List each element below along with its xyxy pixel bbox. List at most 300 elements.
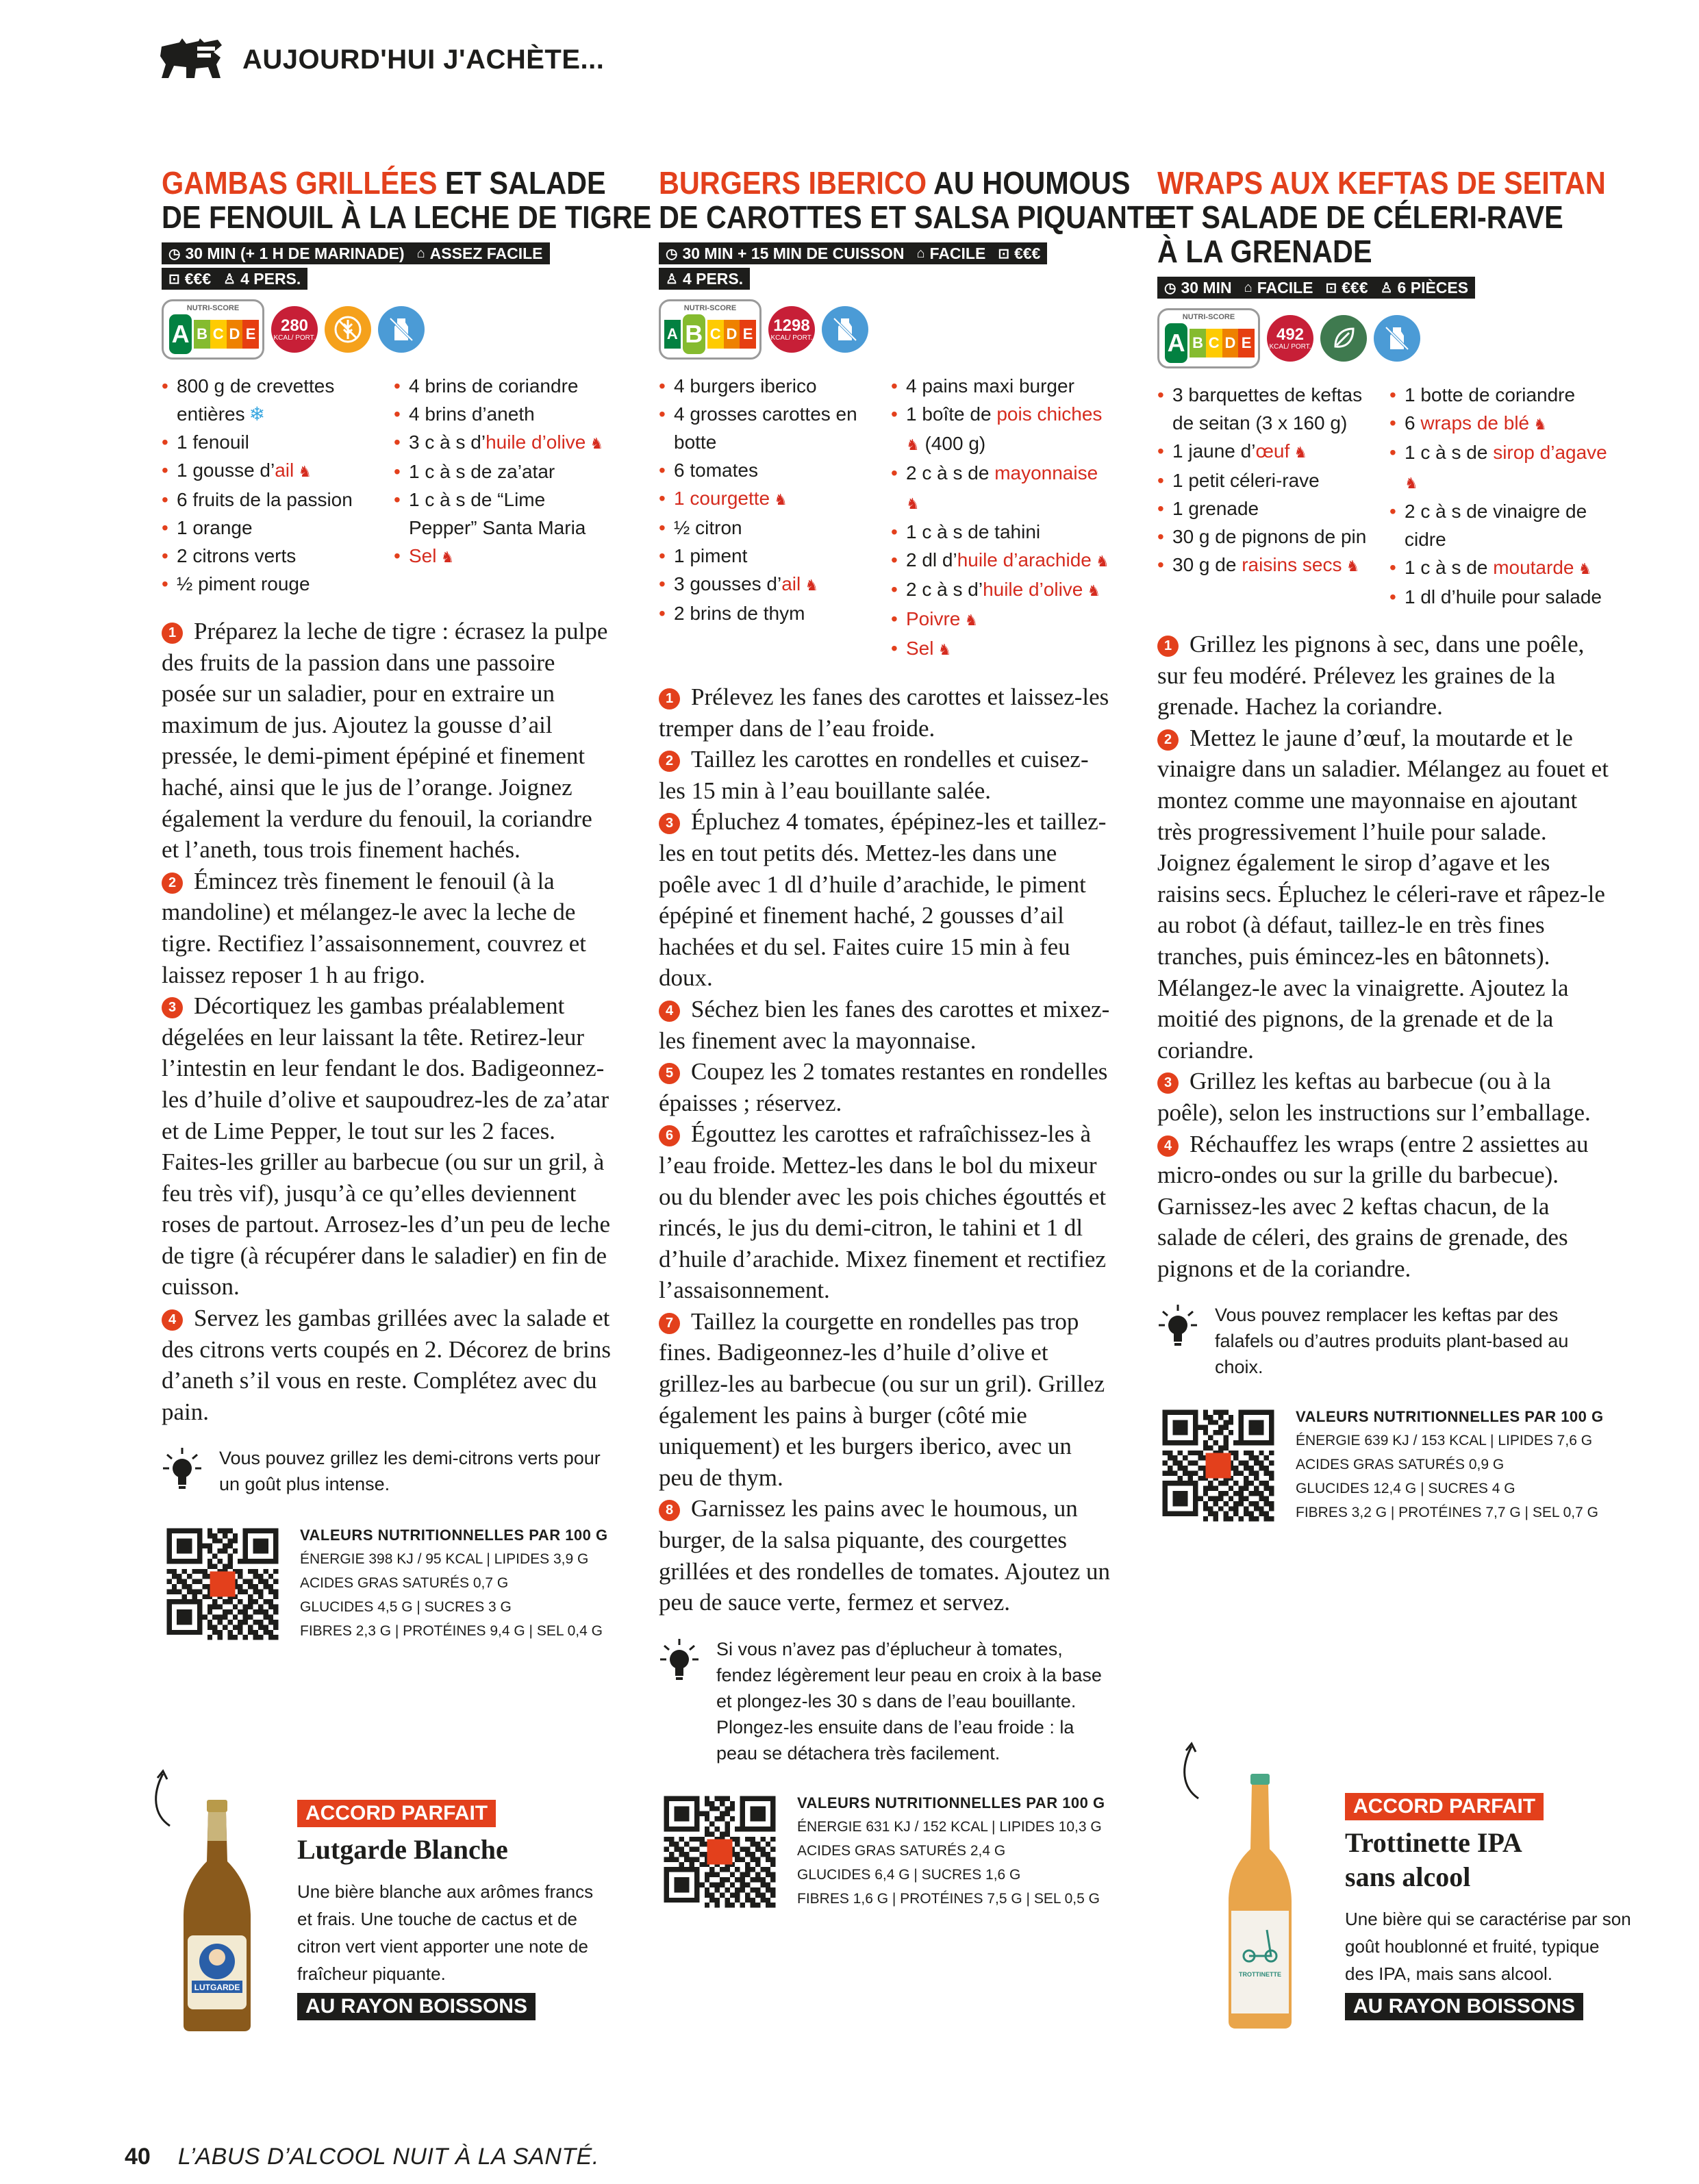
ingredients-left [1157, 381, 1377, 611]
recipe-meta [659, 242, 1111, 290]
ingredient-highlight: Sel [409, 545, 437, 566]
ingredient-text: 1 jaune d’ [1172, 440, 1256, 462]
pairing-name: Lutgarde Blanche [297, 1834, 508, 1865]
step [1157, 629, 1609, 723]
nutrition-box [659, 1791, 1111, 1913]
ingredient-item [659, 372, 879, 400]
ingredient-highlight: 1 courgette [674, 488, 770, 509]
meta-item [1164, 279, 1232, 297]
nutrition-line: ACIDES GRAS SATURÉS 2,4 G [797, 1842, 1006, 1859]
meta-item [1244, 279, 1313, 297]
recipe-badges [659, 299, 1111, 360]
nutri-score-badge [162, 299, 264, 360]
nutrition-box [1157, 1405, 1609, 1527]
chef-hat-icon: ⌂ [916, 245, 925, 261]
ingredient-text: 6 fruits de la passion [177, 489, 353, 510]
step [659, 1056, 1111, 1118]
ingredient-text: 4 brins d’aneth [409, 403, 535, 425]
nutrition-line: ACIDES GRAS SATURÉS 0,9 G [1296, 1457, 1505, 1473]
ingredient-text: 800 g de crevettes entières [177, 375, 335, 425]
nutri-grade-b: B [681, 312, 707, 356]
beer-bottle-image-trottinette [1224, 1774, 1296, 2029]
tip-text: Vous pouvez remplacer les keftas par des falafels ou d’autres produits plant-based au choix. [1215, 1305, 1569, 1378]
step-number: 1 [162, 623, 183, 644]
ingredient-item [1157, 494, 1377, 523]
step [162, 1303, 614, 1427]
rayon-badge: AU RAYON BOISSONS [297, 1993, 536, 2020]
step-text: Égouttez les carottes et rafraîchissez-les à l’eau froide. Mettez-les dans le bol du mixeur ou du blender avec les pois chiches égouttés et rincés, le jus du demi-citron, le tahini et 1 dl d’huile d’arachide. Mixez finement et rectifiez l’assaisonnement. [659, 1120, 1107, 1304]
delhaize-lion-logo-icon [159, 37, 225, 82]
pairing-tag: ACCORD PARFAIT [1345, 1793, 1544, 1820]
persons-icon: ♙ [223, 271, 236, 287]
ingredient-text: (400 g) [919, 433, 986, 454]
ingredient-text: 4 pains maxi burger [906, 375, 1074, 397]
page-footer [125, 2144, 599, 2170]
ingredient-item [1157, 466, 1377, 494]
ingredient-item [891, 459, 1111, 518]
nutri-grade-b: B [1190, 329, 1206, 357]
nutrition-line: FIBRES 1,6 G | PROTÉINES 7,5 G | SEL 0,5 G [797, 1890, 1100, 1907]
nutrition-line: ÉNERGIE 398 KJ / 95 KCAL | LIPIDES 3,9 G [300, 1551, 589, 1568]
pairing-trottinette [1345, 1793, 1633, 2020]
lion-brand-icon: ♞ [1342, 557, 1360, 575]
ingredient-text: 1 c à s de “Lime Pepper” Santa Maria [409, 489, 586, 538]
clock-icon: ◷ [666, 246, 678, 262]
nutri-score-badge [659, 299, 762, 360]
step-text: Épluchez 4 tomates, épépinez-les et taillez-les en tout petits dés. Mettez-les dans une poêle avec 1 dl d’huile d’arachide, le piment épépiné et finement haché, 2 gousses d’ail hachées et du sel. Faites cuire 15 min à feu doux. [659, 808, 1107, 992]
step-text: Coupez les 2 tomates restantes en rondelles épaisses ; réservez. [659, 1058, 1108, 1116]
ingredients [1157, 381, 1609, 611]
meta-item [916, 244, 985, 263]
recipe-title: WRAPS AUX KEFTAS DE SEITAN ET SALADE DE CÉLERI-RAVE À LA GRENADE [1157, 165, 1606, 269]
step-number: 3 [162, 997, 183, 1018]
ingredient-text: 3 barquettes de keftas de seitan (3 x 160 g) [1172, 384, 1363, 434]
step-text: Préparez la leche de tigre : écrasez la pulpe des fruits de la passion dans une passoire posée sur un saladier, pour en extraire un maximum de jus. Ajoutez la gousse d’ail pressée, le demi-piment épépiné et finement haché, ainsi que le jus de l’orange. Joignez également la verdure du fenouil, la coriandre et l’aneth, tous trois finement hachés. [162, 618, 608, 864]
step-number: 7 [659, 1313, 680, 1334]
step [659, 994, 1111, 1056]
ingredient-text: 1 grenade [1172, 498, 1259, 519]
step-text: Émincez très finement le fenouil (à la mandoline) et mélangez-le avec la leche de tigre. Rectifiez l’assaisonnement, couvrez et laissez reposer 1 h au frigo. [162, 867, 587, 988]
recipe-title: GAMBAS GRILLÉES ET SALADE DE FENOUIL À LA LECHE DE TIGRE [162, 165, 652, 235]
step-number: 4 [1157, 1135, 1179, 1157]
step-number: 4 [162, 1309, 183, 1331]
arrow-icon [149, 1767, 177, 1829]
recipe-burgers [659, 165, 1163, 1913]
ingredient-text: 4 burgers iberico [674, 375, 817, 397]
ingredients-left [659, 372, 879, 664]
nutri-grade-b: B [194, 320, 210, 349]
lion-brand-icon: ♞ [1091, 553, 1109, 570]
ingredient-highlight: raisins secs [1242, 554, 1342, 575]
tip-box [162, 1445, 614, 1498]
step [162, 990, 614, 1303]
clock-icon: ◷ [168, 246, 181, 262]
kcal-value: 492 [1276, 325, 1305, 344]
nutri-score-grades [167, 315, 259, 353]
step-number: 2 [659, 751, 680, 772]
chef-hat-icon: ⌂ [1244, 279, 1253, 295]
pairing-description: Une bière qui se caractérise par son goût houblonné et fruité, typique des IPA, mais sans alcool. [1345, 1909, 1631, 1984]
no-gluten-icon [325, 306, 371, 353]
meta-row [162, 242, 550, 264]
meta-row [659, 268, 750, 290]
pairing-name: Trottinette IPA sans alcool [1345, 1827, 1521, 1892]
lightbulb-icon [1157, 1302, 1198, 1355]
ingredient-item [1389, 497, 1609, 553]
nutrition-title: VALEURS NUTRITIONNELLES PAR 100 G [300, 1527, 608, 1544]
ingredient-text: ½ piment rouge [177, 573, 310, 594]
step [659, 806, 1111, 994]
pairing-description: Une bière blanche aux arômes francs et frais. Une touche de cactus et de citron vert vient apporter une note de fraîcheur piquante. [297, 1881, 594, 1984]
ingredient-text: 6 [1405, 412, 1421, 434]
ingredient-text: 2 citrons verts [177, 545, 297, 566]
ingredient-item [1389, 438, 1609, 497]
meta-item [998, 244, 1040, 263]
ingredients [659, 372, 1111, 664]
ingredient-item [162, 456, 381, 486]
step-text: Taillez la courgette en rondelles pas trop fines. Badigeonnez-les d’huile d’olive et grillez-les au barbecue (ou sur un gril). Grillez également les pains à burger (côté mie uniquement) et les burgers iberico, avec un peu de thym. [659, 1307, 1105, 1491]
ingredient-text: 1 gousse d’ [177, 460, 275, 481]
lion-brand-icon: ♞ [1574, 560, 1592, 577]
ingredients [162, 372, 614, 598]
meta-text: 4 PERS. [682, 269, 744, 288]
recipe-badges [162, 299, 614, 360]
kcal-badge [768, 306, 815, 353]
step-text: Réchauffez les wraps (entre 2 assiettes au micro-ondes ou sur la grille du barbecue). Garnissez-les avec 2 keftas chacun, de la salade de céleri, des grains de grenade, des pignons et de la coriandre. [1157, 1130, 1589, 1282]
svg-text:LUTGARDE: LUTGARDE [194, 1983, 240, 1992]
ingredients-right [891, 372, 1111, 664]
step-text: Garnissez les pains avec le houmous, un burger, de la salsa piquante, des courgettes grillées et des rondelles de tomates. Ajoutez un peu de sauce verte, fermez et servez. [659, 1495, 1110, 1616]
lion-brand-icon: ♞ [960, 612, 979, 629]
ingredient-text: 2 c à s de vinaigre de cidre [1405, 501, 1587, 550]
ingredient-text: 1 petit céleri-rave [1172, 470, 1320, 491]
step [659, 1493, 1111, 1618]
meta-text: €€€ [184, 269, 212, 288]
kcal-value: 1298 [773, 316, 810, 335]
chef-hat-icon: ⌂ [416, 245, 425, 261]
price-icon: ⊡ [998, 246, 1010, 262]
step [1157, 1129, 1609, 1285]
ingredient-item [891, 372, 1111, 400]
nutrition-line: ACIDES GRAS SATURÉS 0,7 G [300, 1575, 509, 1592]
meta-item [223, 270, 301, 288]
ingredient-highlight: Sel [906, 638, 934, 659]
meta-text: FACILE [1257, 278, 1313, 297]
ingredient-text: 2 c à s d’ [906, 579, 983, 600]
step-text: Grillez les keftas au barbecue (ou à la poêle), selon les instructions sur l’emballage. [1157, 1068, 1591, 1126]
ingredient-text: ½ citron [674, 517, 742, 538]
ingredient-item [1389, 583, 1609, 611]
ingredient-item [394, 457, 614, 486]
ingredient-highlight: Poivre [906, 608, 961, 629]
tip-box [659, 1636, 1111, 1766]
ingredient-item [162, 570, 381, 598]
persons-icon: ♙ [666, 271, 678, 287]
no-lactose-icon [1374, 315, 1420, 362]
meta-item [666, 244, 904, 263]
lion-brand-icon: ♞ [801, 577, 819, 594]
lion-brand-icon: ♞ [436, 549, 455, 566]
ingredient-highlight: ail [275, 460, 294, 481]
step-number: 2 [1157, 729, 1179, 751]
step-text: Servez les gambas grillées avec la salade et des citrons verts coupés en 2. Décorez de brins d’aneth s’il vous en reste. Complétez avec du pain. [162, 1305, 612, 1425]
meta-text: 30 MIN + 15 MIN DE CUISSON [682, 244, 905, 262]
clock-icon: ◷ [1164, 280, 1176, 296]
nutrition-title: VALEURS NUTRITIONNELLES PAR 100 G [1296, 1408, 1604, 1426]
nutri-grade-c: C [210, 320, 227, 349]
ingredient-item [1157, 437, 1377, 466]
no-lactose-icon [378, 306, 425, 353]
ingredient-item [1157, 381, 1377, 437]
nutri-score-grades [664, 315, 756, 353]
ingredient-text: 2 dl d’ [906, 549, 957, 570]
ingredient-item [394, 542, 614, 571]
kcal-unit: KCAL/ PORT. [770, 334, 813, 342]
lightbulb-icon [162, 1445, 203, 1498]
tip-text: Si vous n’avez pas d’éplucheur à tomates, fendez légèrement leur peau en croix à la base et plongez-les 30 s dans de l’eau bouillante. Plongez-les ensuite dans de l’eau froide : la peau se détachera très facilement. [716, 1638, 1102, 1763]
recipe-meta [1157, 277, 1609, 299]
ingredient-item [162, 486, 381, 514]
lion-brand-icon: ♞ [1083, 582, 1101, 599]
nutrition-line: GLUCIDES 4,5 G | SUCRES 3 G [300, 1599, 512, 1616]
step [659, 681, 1111, 744]
ingredient-text: 1 c à s de tahini [906, 521, 1041, 542]
ingredients-right [1389, 381, 1609, 611]
kcal-badge [1267, 315, 1313, 362]
recipe-wraps [1157, 166, 1609, 1527]
nutri-grade-e: E [740, 320, 756, 349]
step-number: 1 [1157, 636, 1179, 657]
nutrition-line: FIBRES 2,3 G | PROTÉINES 9,4 G | SEL 0,4 G [300, 1623, 603, 1640]
qr-code [1157, 1405, 1279, 1527]
ingredient-item [659, 599, 879, 627]
rayon-badge: AU RAYON BOISSONS [1345, 1993, 1583, 2020]
ingredient-item [394, 486, 614, 542]
nutrition-values [797, 1791, 1105, 1911]
step-number: 3 [659, 813, 680, 834]
lion-brand-icon: ♞ [770, 491, 788, 508]
beer-bottle-image-lutgarde [179, 1800, 255, 2031]
step-number: 3 [1157, 1072, 1179, 1094]
meta-text: ASSEZ FACILE [429, 244, 543, 262]
ingredient-text: 2 brins de thym [674, 603, 805, 624]
ingredient-item [394, 372, 614, 400]
ingredient-item [1389, 381, 1609, 409]
ingredient-highlight: huile d’olive [983, 579, 1083, 600]
kcal-badge [271, 306, 318, 353]
meta-text: 4 PERS. [240, 269, 301, 288]
ingredient-text: 1 fenouil [177, 431, 249, 453]
price-icon: ⊡ [168, 271, 180, 287]
step-number: 2 [162, 873, 183, 894]
nutri-grade-c: C [1206, 329, 1222, 357]
ingredient-text: 1 c à s de za’atar [409, 461, 555, 482]
svg-text:TROTTINETTE: TROTTINETTE [1239, 1971, 1281, 1978]
ingredient-highlight: sirop d’agave [1493, 442, 1607, 463]
ingredient-text: 3 gousses d’ [674, 573, 782, 594]
meta-item [168, 270, 211, 288]
nutrition-title: VALEURS NUTRITIONNELLES PAR 100 G [797, 1794, 1105, 1811]
ingredient-item [659, 484, 879, 514]
recipe-meta [162, 242, 614, 290]
nutri-grade-e: E [1238, 329, 1255, 357]
ingredient-item [162, 372, 381, 428]
meta-text: €€€ [1014, 244, 1041, 262]
step-text: Taillez les carottes en rondelles et cuisez-les 15 min à l’eau bouillante salée. [659, 746, 1089, 804]
step-text: Grillez les pignons à sec, dans une poêle, sur feu modéré. Prélevez les graines de la grenade. Hachez la coriandre. [1157, 631, 1585, 720]
lion-brand-icon: ♞ [1405, 475, 1418, 492]
step-number: 5 [659, 1063, 680, 1084]
kcal-unit: KCAL/ PORT. [1269, 342, 1311, 351]
nutri-grade-a: A [1163, 321, 1190, 365]
step-text: Séchez bien les fanes des carottes et mixez-les finement avec la mayonnaise. [659, 995, 1110, 1054]
step [162, 866, 614, 990]
step [1157, 723, 1609, 1066]
ingredient-item [1389, 553, 1609, 583]
ingredient-highlight: moutarde [1493, 557, 1574, 578]
page-number: 40 [125, 2144, 151, 2170]
ingredient-text: 3 c à s d’ [409, 431, 486, 453]
alcohol-warning: L’ABUS D’ALCOOL NUIT À LA SANTÉ. [177, 2144, 599, 2170]
lion-brand-icon: ♞ [933, 641, 952, 658]
lion-brand-icon: ♞ [294, 463, 312, 480]
nutrition-box [162, 1523, 614, 1645]
qr-code [659, 1791, 781, 1913]
ingredient-highlight: huile d’arachide [957, 549, 1092, 570]
ingredient-text: 30 g de pignons de pin [1172, 526, 1367, 547]
nutri-grade-a: A [664, 320, 681, 349]
nutrition-line: ÉNERGIE 631 KJ / 152 KCAL | LIPIDES 10,3 G [797, 1818, 1102, 1835]
ingredient-text: 1 piment [674, 545, 748, 566]
ingredient-text: 1 dl d’huile pour salade [1405, 586, 1602, 607]
step-number: 1 [659, 688, 680, 710]
ingredient-item [891, 605, 1111, 634]
ingredient-text: 1 botte de coriandre [1405, 384, 1576, 405]
nutrition-line: ÉNERGIE 639 KJ / 153 KCAL | LIPIDES 7,6 G [1296, 1433, 1593, 1449]
arrow-icon [1178, 1740, 1205, 1801]
ingredient-text: 1 c à s de [1405, 557, 1494, 578]
nutri-score-label: NUTRI-SCORE [1182, 313, 1235, 321]
ingredient-item [162, 514, 381, 542]
step [659, 1118, 1111, 1306]
ingredient-item [162, 542, 381, 570]
lion-brand-icon: ♞ [586, 435, 604, 452]
lion-brand-icon: ♞ [1529, 416, 1547, 433]
meta-text: FACILE [929, 244, 986, 262]
ingredient-item [891, 575, 1111, 605]
ingredient-item [659, 542, 879, 570]
ingredients-right [394, 372, 614, 598]
nutri-grade-c: C [707, 320, 724, 349]
ingredient-highlight: mayonnaise [994, 462, 1098, 484]
step-text: Prélevez les fanes des carottes et laissez-les tremper dans de l’eau froide. [659, 683, 1109, 742]
nutrition-values [1296, 1405, 1604, 1524]
meta-text: €€€ [1342, 278, 1368, 297]
lion-brand-icon: ♞ [906, 495, 920, 512]
step-number: 8 [659, 1500, 680, 1521]
nutri-score-grades [1163, 324, 1255, 362]
nutrition-line: GLUCIDES 12,4 G | SUCRES 4 G [1296, 1481, 1515, 1497]
ingredient-item [659, 514, 879, 542]
recipe-steps [659, 681, 1111, 1618]
nutrition-values [300, 1523, 608, 1643]
page-title: AUJOURD'HUI J'ACHÈTE... [242, 44, 605, 75]
recipe-steps [1157, 629, 1609, 1284]
ingredient-text: 2 c à s de [906, 462, 995, 484]
ingredient-item [659, 456, 879, 484]
kcal-value: 280 [280, 316, 309, 335]
ingredient-item [659, 400, 879, 456]
nutri-score-label: NUTRI-SCORE [186, 304, 240, 312]
pairing-tag: ACCORD PARFAIT [297, 1800, 496, 1827]
nutri-grade-d: D [1222, 329, 1239, 357]
meta-text: 30 MIN [1181, 278, 1232, 297]
meta-row [659, 242, 1047, 264]
ingredient-item [891, 518, 1111, 546]
price-icon: ⊡ [1325, 280, 1337, 296]
ingredient-text: 1 boîte de [906, 403, 997, 425]
recipe-title: BURGERS IBERICO AU HOUMOUS DE CAROTTES ET SALSA PIQUANTE [659, 165, 1163, 235]
ingredient-highlight: huile d’olive [486, 431, 586, 453]
meta-text: 6 PIÈCES [1397, 278, 1469, 297]
tip-text: Vous pouvez grillez les demi-citrons verts pour un goût plus intense. [219, 1448, 601, 1495]
qr-code [162, 1523, 284, 1645]
recipe-badges [1157, 308, 1609, 368]
snowflake-icon: ❄ [249, 403, 266, 425]
step-number: 4 [659, 1001, 680, 1022]
tip-box [1157, 1302, 1609, 1380]
ingredient-highlight: œuf [1255, 440, 1290, 462]
ingredient-text: 1 orange [177, 517, 253, 538]
nutri-grade-d: D [724, 320, 740, 349]
lion-brand-icon: ♞ [1289, 444, 1308, 461]
ingredient-highlight: pois chiches [996, 403, 1103, 425]
nutri-score-badge [1157, 308, 1260, 368]
meta-item [666, 270, 743, 288]
step [659, 1306, 1111, 1494]
no-lactose-icon [822, 306, 868, 353]
step-number: 6 [659, 1125, 680, 1146]
meta-item [1381, 279, 1468, 297]
nutri-grade-e: E [242, 320, 259, 349]
ingredient-item [891, 634, 1111, 664]
ingredient-text: 4 brins de coriandre [409, 375, 579, 397]
ingredient-text: 6 tomates [674, 460, 758, 481]
meta-row [162, 268, 307, 290]
step [162, 616, 614, 866]
ingredient-text: 30 g de [1172, 554, 1242, 575]
pairing-lutgarde [297, 1800, 599, 2020]
meta-item [1325, 279, 1368, 297]
ingredients-left [162, 372, 381, 598]
nutri-score-label: NUTRI-SCORE [683, 304, 737, 312]
nutrition-line: FIBRES 3,2 G | PROTÉINES 7,7 G | SEL 0,7 G [1296, 1505, 1598, 1521]
ingredient-text: 4 grosses carottes en botte [674, 403, 857, 453]
nutrition-line: GLUCIDES 6,4 G | SUCRES 1,6 G [797, 1866, 1021, 1883]
ingredient-item [1389, 409, 1609, 438]
ingredient-item [394, 428, 614, 457]
lightbulb-icon [659, 1636, 700, 1690]
meta-item [168, 244, 405, 263]
step [1157, 1066, 1609, 1128]
persons-icon: ♙ [1380, 280, 1393, 296]
step-text: Mettez le jaune d’œuf, la moutarde et le vinaigre dans un saladier. Mélangez au fouet et montez comme une mayonnaise en ajoutant très progressivement l’huile pour salade. Joignez également le sirop d’agave et les raisins secs. Épluchez le céleri-rave et râpez-le au robot (à défaut, taillez-le en très fines tranches, puis émincez-les en bâtonnets). Mélangez-le avec la vinaigrette. Ajoutez la moitié des pignons, de la grenade et de la coriandre. [1157, 724, 1609, 1064]
ingredient-highlight: wraps de blé [1420, 412, 1530, 434]
ingredient-item [891, 400, 1111, 459]
ingredient-item [1157, 523, 1377, 551]
kcal-unit: KCAL/ PORT. [273, 334, 316, 342]
ingredient-item [394, 400, 614, 428]
